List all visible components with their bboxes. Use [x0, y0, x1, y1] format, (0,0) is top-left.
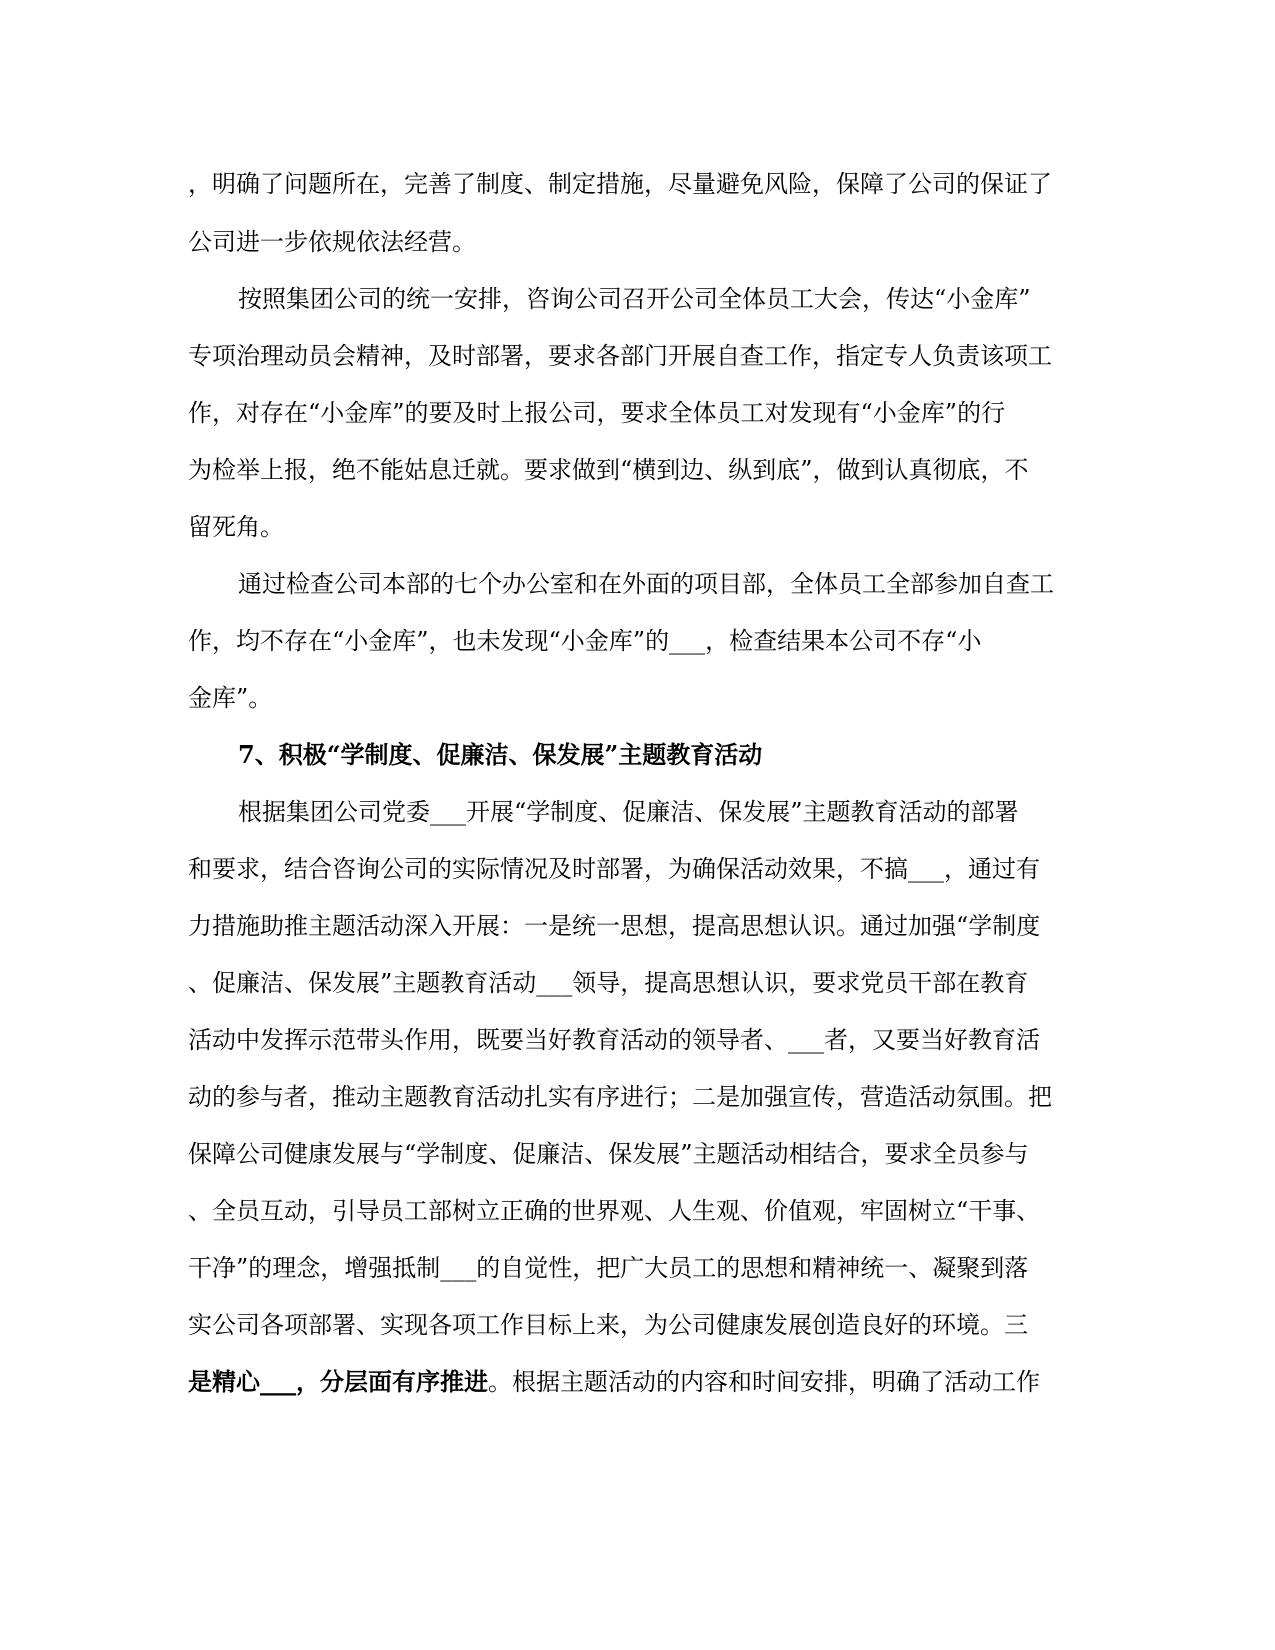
section-heading: 7、积极“学制度、促廉洁、保发展”主题教育活动 — [238, 740, 763, 769]
text-line: 为检举上报，绝不能姑息迁就。要求做到“横到边、纵到底”，做到认真彻底，不 — [188, 456, 1029, 484]
text-line: 专项治理动员会精神，及时部署，要求各部门开展自查工作，指定专人负责该项工 — [188, 342, 1052, 370]
text-line: 和要求，结合咨询公司的实际情况及时部署，为确保活动效果，不搞___，通过有 — [188, 855, 1040, 883]
text-line-mixed — [188, 1362, 1040, 1402]
bold-run: 是精心___，分层面有序推进 — [188, 1367, 488, 1396]
text-line: 实公司各项部署、实现各项工作目标上来，为公司健康发展创造良好的环境。三 — [188, 1311, 1028, 1339]
paragraph-start: 通过检查公司本部的七个办公室和在外面的项目部，全体员工全部参加自查工 — [238, 570, 1054, 598]
text-line: 、促廉洁、保发展”主题教育活动___领导，提高思想认识，要求党员干部在教育 — [188, 969, 1029, 997]
text-line: 干净”的理念，增强抵制___的自觉性，把广大员工的思想和精神统一、凝聚到落 — [188, 1254, 1029, 1282]
text-line: 金库”。 — [188, 684, 273, 712]
text-line: 留死角。 — [188, 513, 284, 541]
text-line: 公司进一步依规依法经营。 — [188, 228, 476, 256]
text-line: 作，对存在“小金库”的要及时上报公司，要求全体员工对发现有“小金库”的行 — [188, 399, 1006, 427]
paragraph-start: 按照集团公司的统一安排，咨询公司召开公司全体员工大会，传达“小金库” — [238, 285, 1031, 313]
text-run: 。根据主题活动的内容和时间安排，明确了活动工作 — [488, 1368, 1040, 1396]
text-line: 力措施助推主题活动深入开展：一是统一思想，提高思想认识。通过加强“学制度 — [188, 912, 1041, 940]
text-line: 动的参与者，推动主题教育活动扎实有序进行；二是加强宣传，营造活动氛围。把 — [188, 1083, 1052, 1111]
text-line: 活动中发挥示范带头作用，既要当好教育活动的领导者、___者，又要当好教育活 — [188, 1026, 1040, 1054]
text-line: ，明确了问题所在，完善了制度、制定措施，尽量避免风险，保障了公司的保证了 — [188, 170, 1052, 198]
text-line: 作，均不存在“小金库”，也未发现“小金库”的___，检查结果本公司不存“小 — [188, 627, 982, 655]
text-line: 、全员互动，引导员工部树立正确的世界观、人生观、价值观，牢固树立“干事、 — [188, 1197, 1041, 1225]
paragraph-start: 根据集团公司党委___开展“学制度、促廉洁、保发展”主题教育活动的部署 — [238, 798, 1019, 826]
text-line: 保障公司健康发展与“学制度、促廉洁、保发展”主题活动相结合，要求全员参与 — [188, 1140, 1029, 1168]
